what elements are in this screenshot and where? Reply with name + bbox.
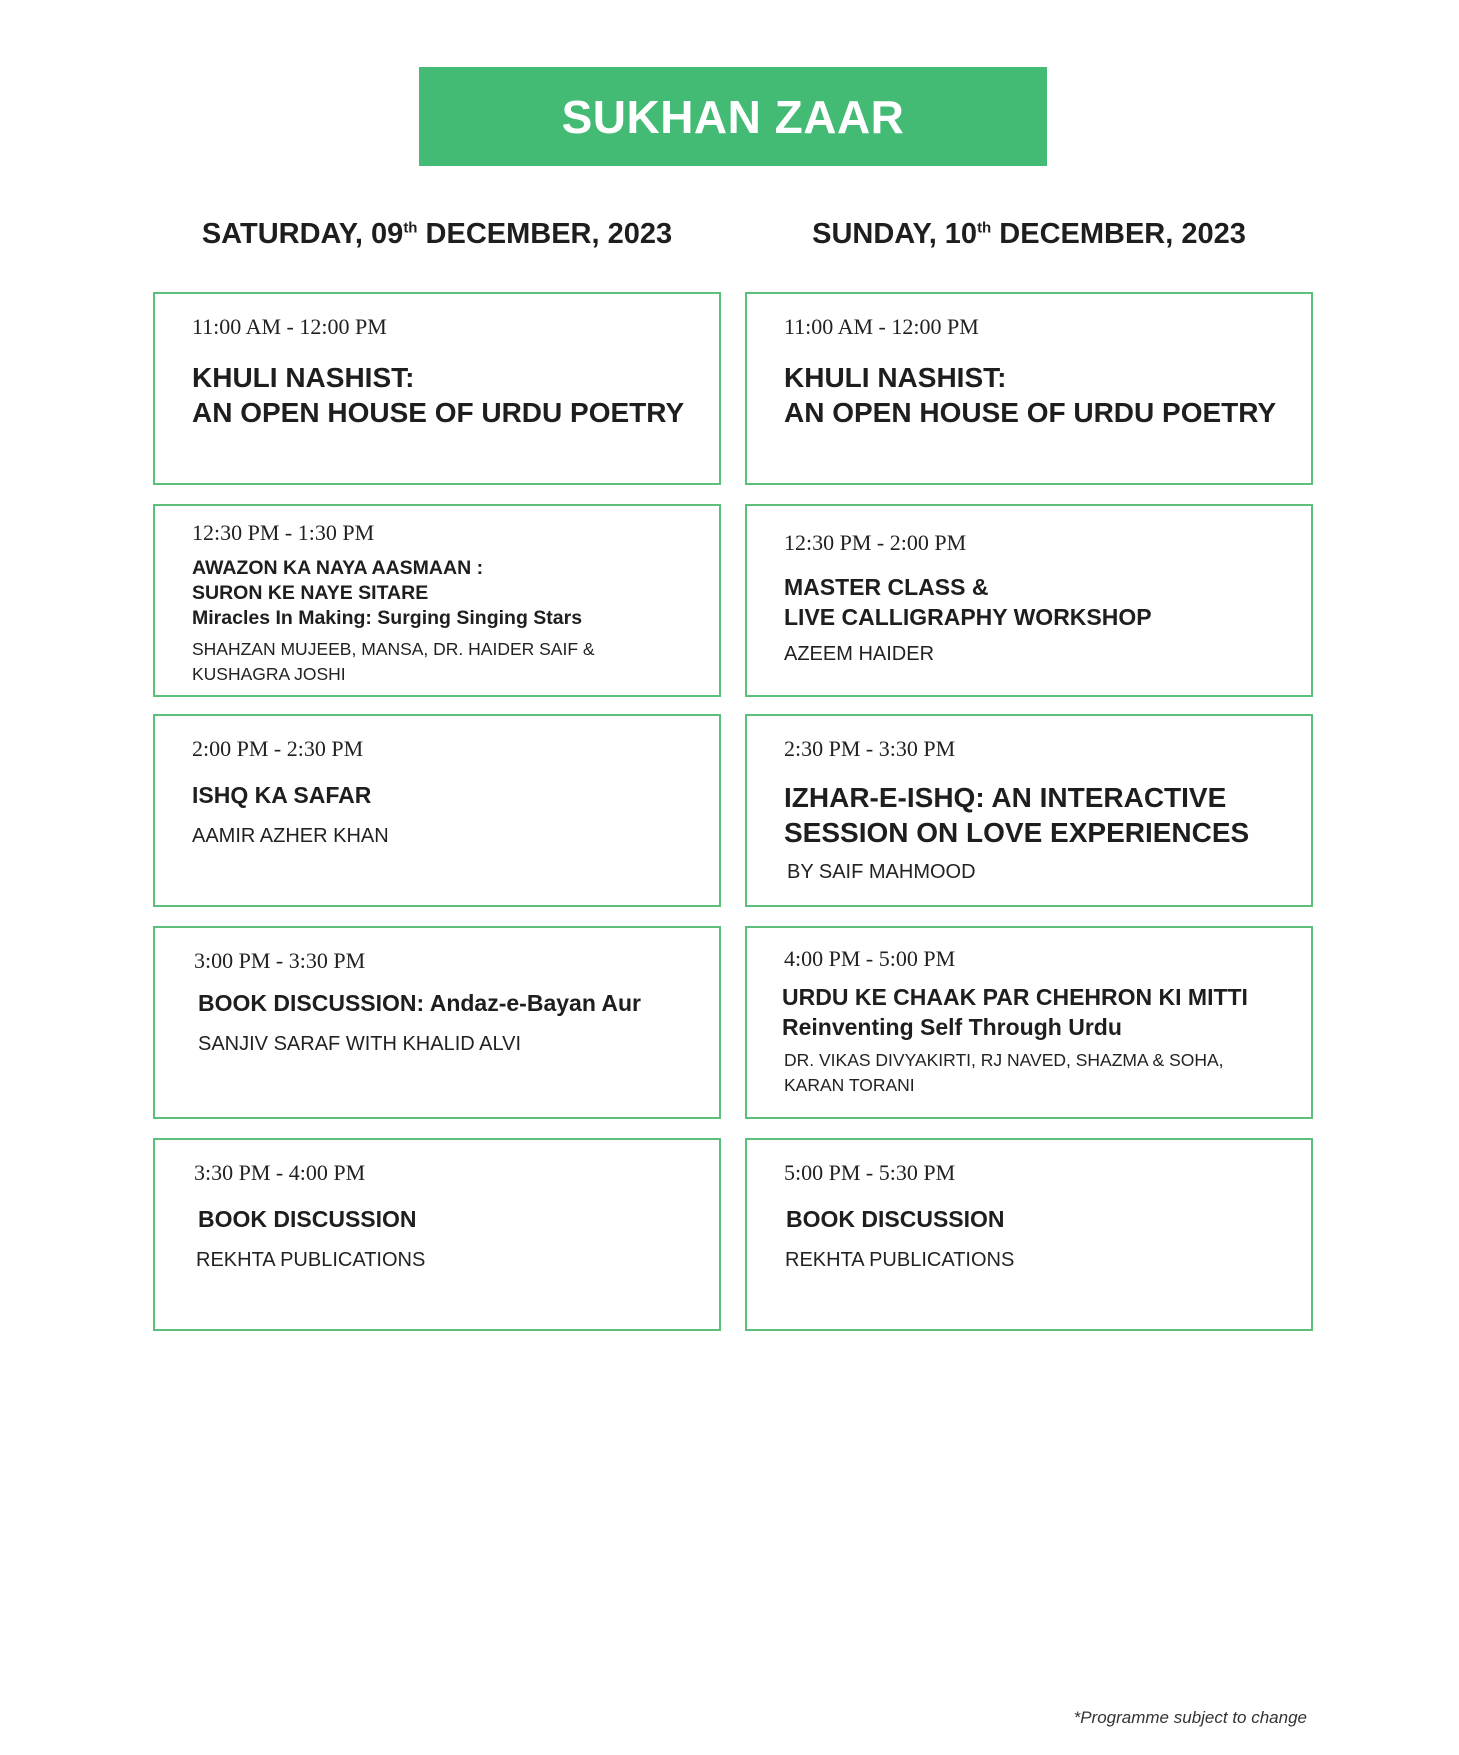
session-time: 5:00 PM - 5:30 PM [784, 1160, 956, 1185]
session-speakers: AAMIR AZHER KHAN [192, 825, 389, 847]
session-card [153, 292, 721, 485]
session-speakers: SANJIV SARAF WITH KHALID ALVI [198, 1033, 522, 1055]
session-time: 2:00 PM - 2:30 PM [192, 736, 364, 761]
programme-footnote: *Programme subject to change [1073, 1708, 1307, 1727]
session-card [745, 1138, 1313, 1331]
session-card [745, 926, 1313, 1119]
session-title: BOOK DISCUSSION: Andaz-e-Bayan Aur [198, 990, 642, 1016]
session-speakers: AZEEM HAIDER [784, 643, 935, 665]
session-card [745, 292, 1313, 485]
session-time: 12:30 PM - 2:00 PM [784, 530, 967, 555]
session-card [745, 714, 1313, 907]
session-title: KHULI NASHIST: AN OPEN HOUSE OF URDU POETRY [784, 362, 1277, 428]
session-title: KHULI NASHIST: AN OPEN HOUSE OF URDU POETRY [192, 362, 685, 428]
session-time: 11:00 AM - 12:00 PM [192, 314, 387, 339]
session-speakers: DR. VIKAS DIVYAKIRTI, RJ NAVED, SHAZMA & SOHA, KARAN TORANI [784, 1050, 1224, 1095]
session-card [153, 714, 721, 907]
saturday-heading: SATURDAY, 09th DECEMBER, 2023 [201, 218, 673, 250]
session-time: 4:00 PM - 5:00 PM [784, 946, 956, 971]
session-time: 3:30 PM - 4:00 PM [194, 1160, 366, 1185]
session-title: BOOK DISCUSSION [198, 1206, 417, 1232]
session-speakers: BY SAIF MAHMOOD [787, 861, 976, 883]
session-time: 12:30 PM - 1:30 PM [192, 520, 375, 545]
session-time: 2:30 PM - 3:30 PM [784, 736, 956, 761]
session-title: ISHQ KA SAFAR [192, 782, 372, 808]
session-time: 11:00 AM - 12:00 PM [784, 314, 979, 339]
session-card [153, 926, 721, 1119]
session-title: URDU KE CHAAK PAR CHEHRON KI MITTI Reinventing Self Through Urdu [782, 984, 1248, 1040]
session-title: AWAZON KA NAYA AASMAAN : SURON KE NAYE SITARE Miracles In Making: Surging Singing Stars [192, 557, 583, 629]
session-title: MASTER CLASS & LIVE CALLIGRAPHY WORKSHOP [784, 574, 1152, 630]
page-title-banner [419, 67, 1047, 166]
session-title: BOOK DISCUSSION [786, 1206, 1005, 1232]
session-time: 3:00 PM - 3:30 PM [194, 948, 366, 973]
session-speakers: REKHTA PUBLICATIONS [196, 1249, 426, 1271]
session-speakers: REKHTA PUBLICATIONS [785, 1249, 1015, 1271]
session-speakers: SHAHZAN MUJEEB, MANSA, DR. HAIDER SAIF & KUSHAGRA JOSHI [192, 639, 595, 684]
session-card [153, 1138, 721, 1331]
session-card [745, 504, 1313, 697]
session-card [153, 504, 721, 697]
page-title: SUKHAN ZAAR [561, 90, 905, 143]
sunday-heading: SUNDAY, 10th DECEMBER, 2023 [812, 218, 1246, 250]
session-title: IZHAR-E-ISHQ: AN INTERACTIVE SESSION ON LOVE EXPERIENCES [784, 782, 1250, 848]
